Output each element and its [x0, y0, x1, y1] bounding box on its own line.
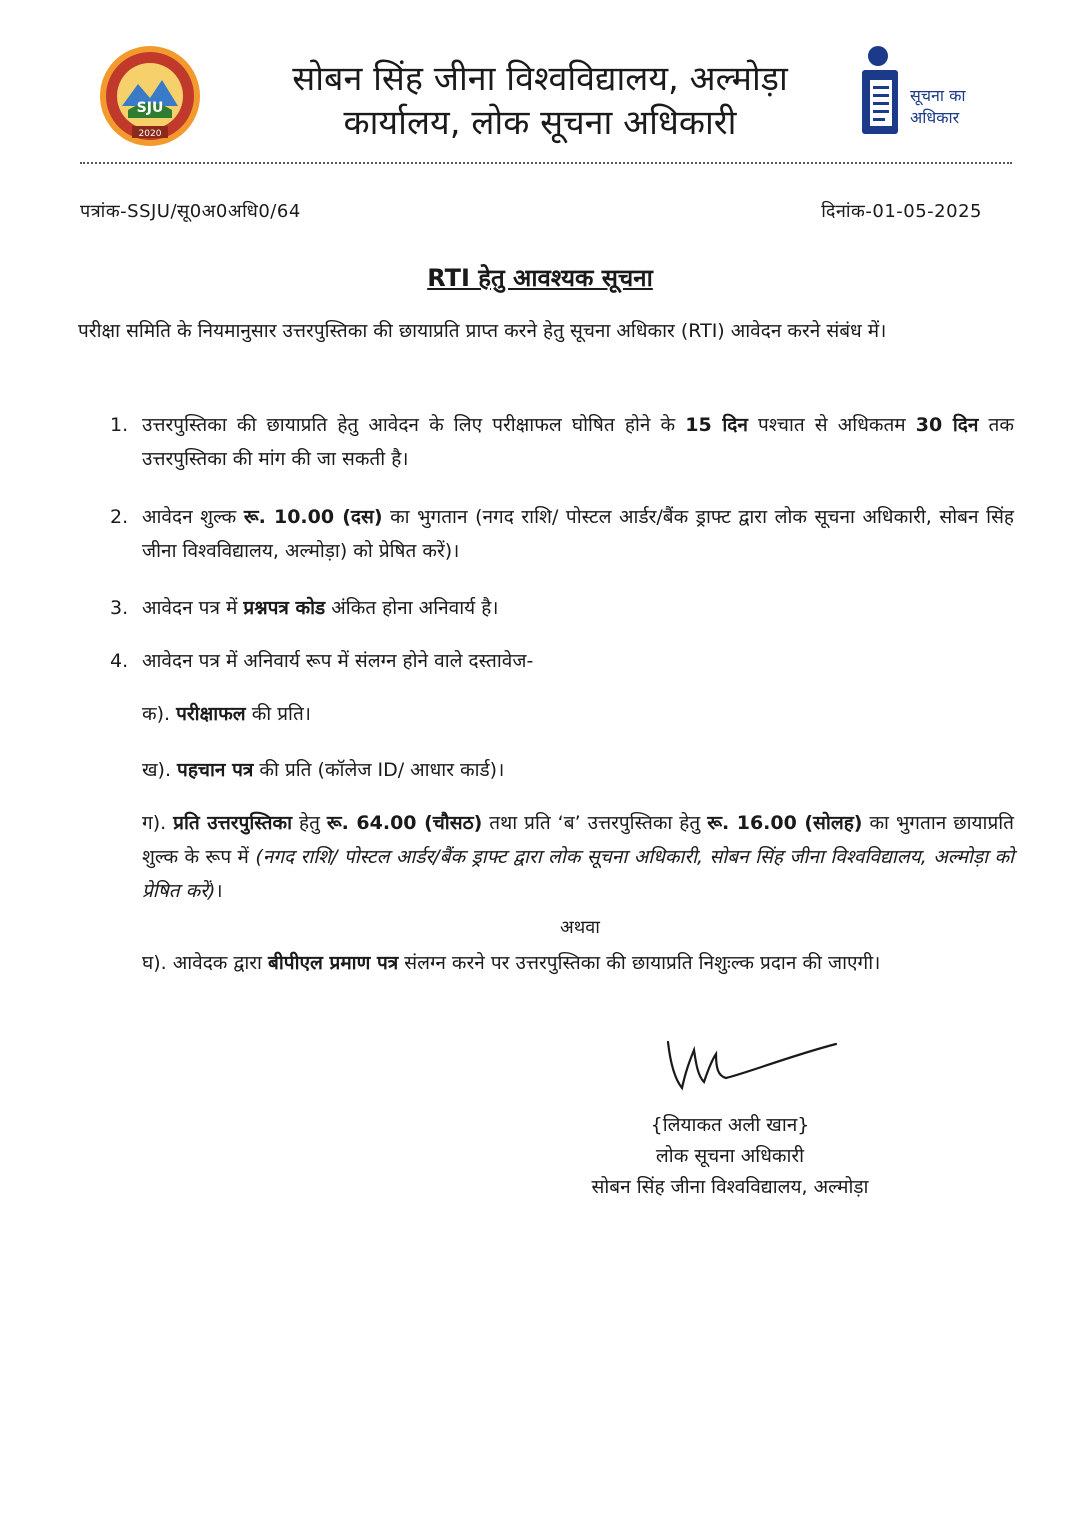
- signatory-name: {लियाकत अली खान}: [650, 1114, 810, 1136]
- item-1: उत्तरपुस्तिका की छायाप्रति हेतु आवेदन के लिए परीक्षाफल घोषित होने के 15 दिन पश्चात से अधिकतम 30 दिन तक उत्तरपुस्तिका की मांग की जा सकती है।: [142, 414, 1014, 470]
- item-4: आवेदन पत्र में अनिवार्य रूप में संलग्न होने वाले दस्तावेज-: [142, 650, 534, 672]
- item-4-number: 4.: [110, 650, 129, 672]
- signatory-designation: लोक सूचना अधिकारी: [655, 1145, 805, 1167]
- university-seal-logo: [98, 44, 202, 148]
- rti-logo-line2: अधिकार: [910, 108, 960, 127]
- or-separator: अथवा: [560, 917, 600, 938]
- item-2: आवेदन शुल्क रू. 10.00 (दस) का भुगतान (नगद राशि/ पोस्टल आर्डर/बैंक ड्राफ्ट द्वारा लोक सूचना अधिकारी, सोबन सिंह जीना विश्वविद्यालय, अल्मोड़ा) को प्रेषित करें)।: [142, 506, 1014, 562]
- office-name: कार्यालय, लोक सूचना अधिकारी: [343, 103, 737, 143]
- logo-year: 2020: [138, 129, 162, 139]
- sub-item-ga: ग). प्रति उत्तरपुस्तिका हेतु रू. 64.00 (चौसठ) तथा प्रति ‘ब’ उत्तरपुस्तिका हेतु रू. 16.00 (सोलह) का भुगतान छायाप्रति शुल्क के रूप में (नगद राशि/ पोस्टल आर्डर/बैंक ड्राफ्ट द्वारा लोक सूचना अधिकारी, सोबन सिंह जीना विश्वविद्यालय, अल्मोड़ा को प्रेषित करें)।: [142, 812, 1015, 902]
- sub-item-ka: क). परीक्षाफल की प्रति।: [142, 703, 312, 725]
- rti-emblem-icon: [858, 44, 908, 140]
- signatory-institution: सोबन सिंह जीना विश्वविद्यालय, अल्मोड़ा: [591, 1176, 869, 1198]
- notice-heading: RTI हेतु आवश्यक सूचना: [427, 264, 653, 292]
- item-2-number: 2.: [110, 506, 129, 528]
- item-1-number: 1.: [110, 414, 129, 436]
- sub-item-kha: ख). पहचान पत्र की प्रति (कॉलेज ID/ आधार कार्ड)।: [142, 759, 505, 781]
- reference-number: पत्रांक-SSJU/सू0अ0अधि0/64: [80, 201, 301, 222]
- item-3-number: 3.: [110, 597, 129, 619]
- signature: [660, 1030, 840, 1100]
- university-name: सोबन सिंह जीना विश्वविद्यालय, अल्मोड़ा: [292, 59, 788, 99]
- item-3: आवेदन पत्र में प्रश्नपत्र कोड अंकित होना अनिवार्य है।: [142, 597, 499, 619]
- sub-item-gha: घ). आवेदक द्वारा बीपीएल प्रमाण पत्र संलग्न करने पर उत्तरपुस्तिका की छायाप्रति निशुःल्क प्रदान की जाएगी।: [142, 952, 881, 974]
- header-divider: [80, 162, 1012, 164]
- letter-date: दिनांक-01-05-2025: [821, 201, 982, 222]
- rti-logo-line1: सूचना का: [910, 86, 966, 105]
- svg-text:SJU: SJU: [136, 100, 164, 116]
- intro-paragraph: परीक्षा समिति के नियमानुसार उत्तरपुस्तिका की छायाप्रति प्राप्त करने हेतु सूचना अधिकार (RTI) आवेदन करने संबंध में।: [78, 320, 887, 342]
